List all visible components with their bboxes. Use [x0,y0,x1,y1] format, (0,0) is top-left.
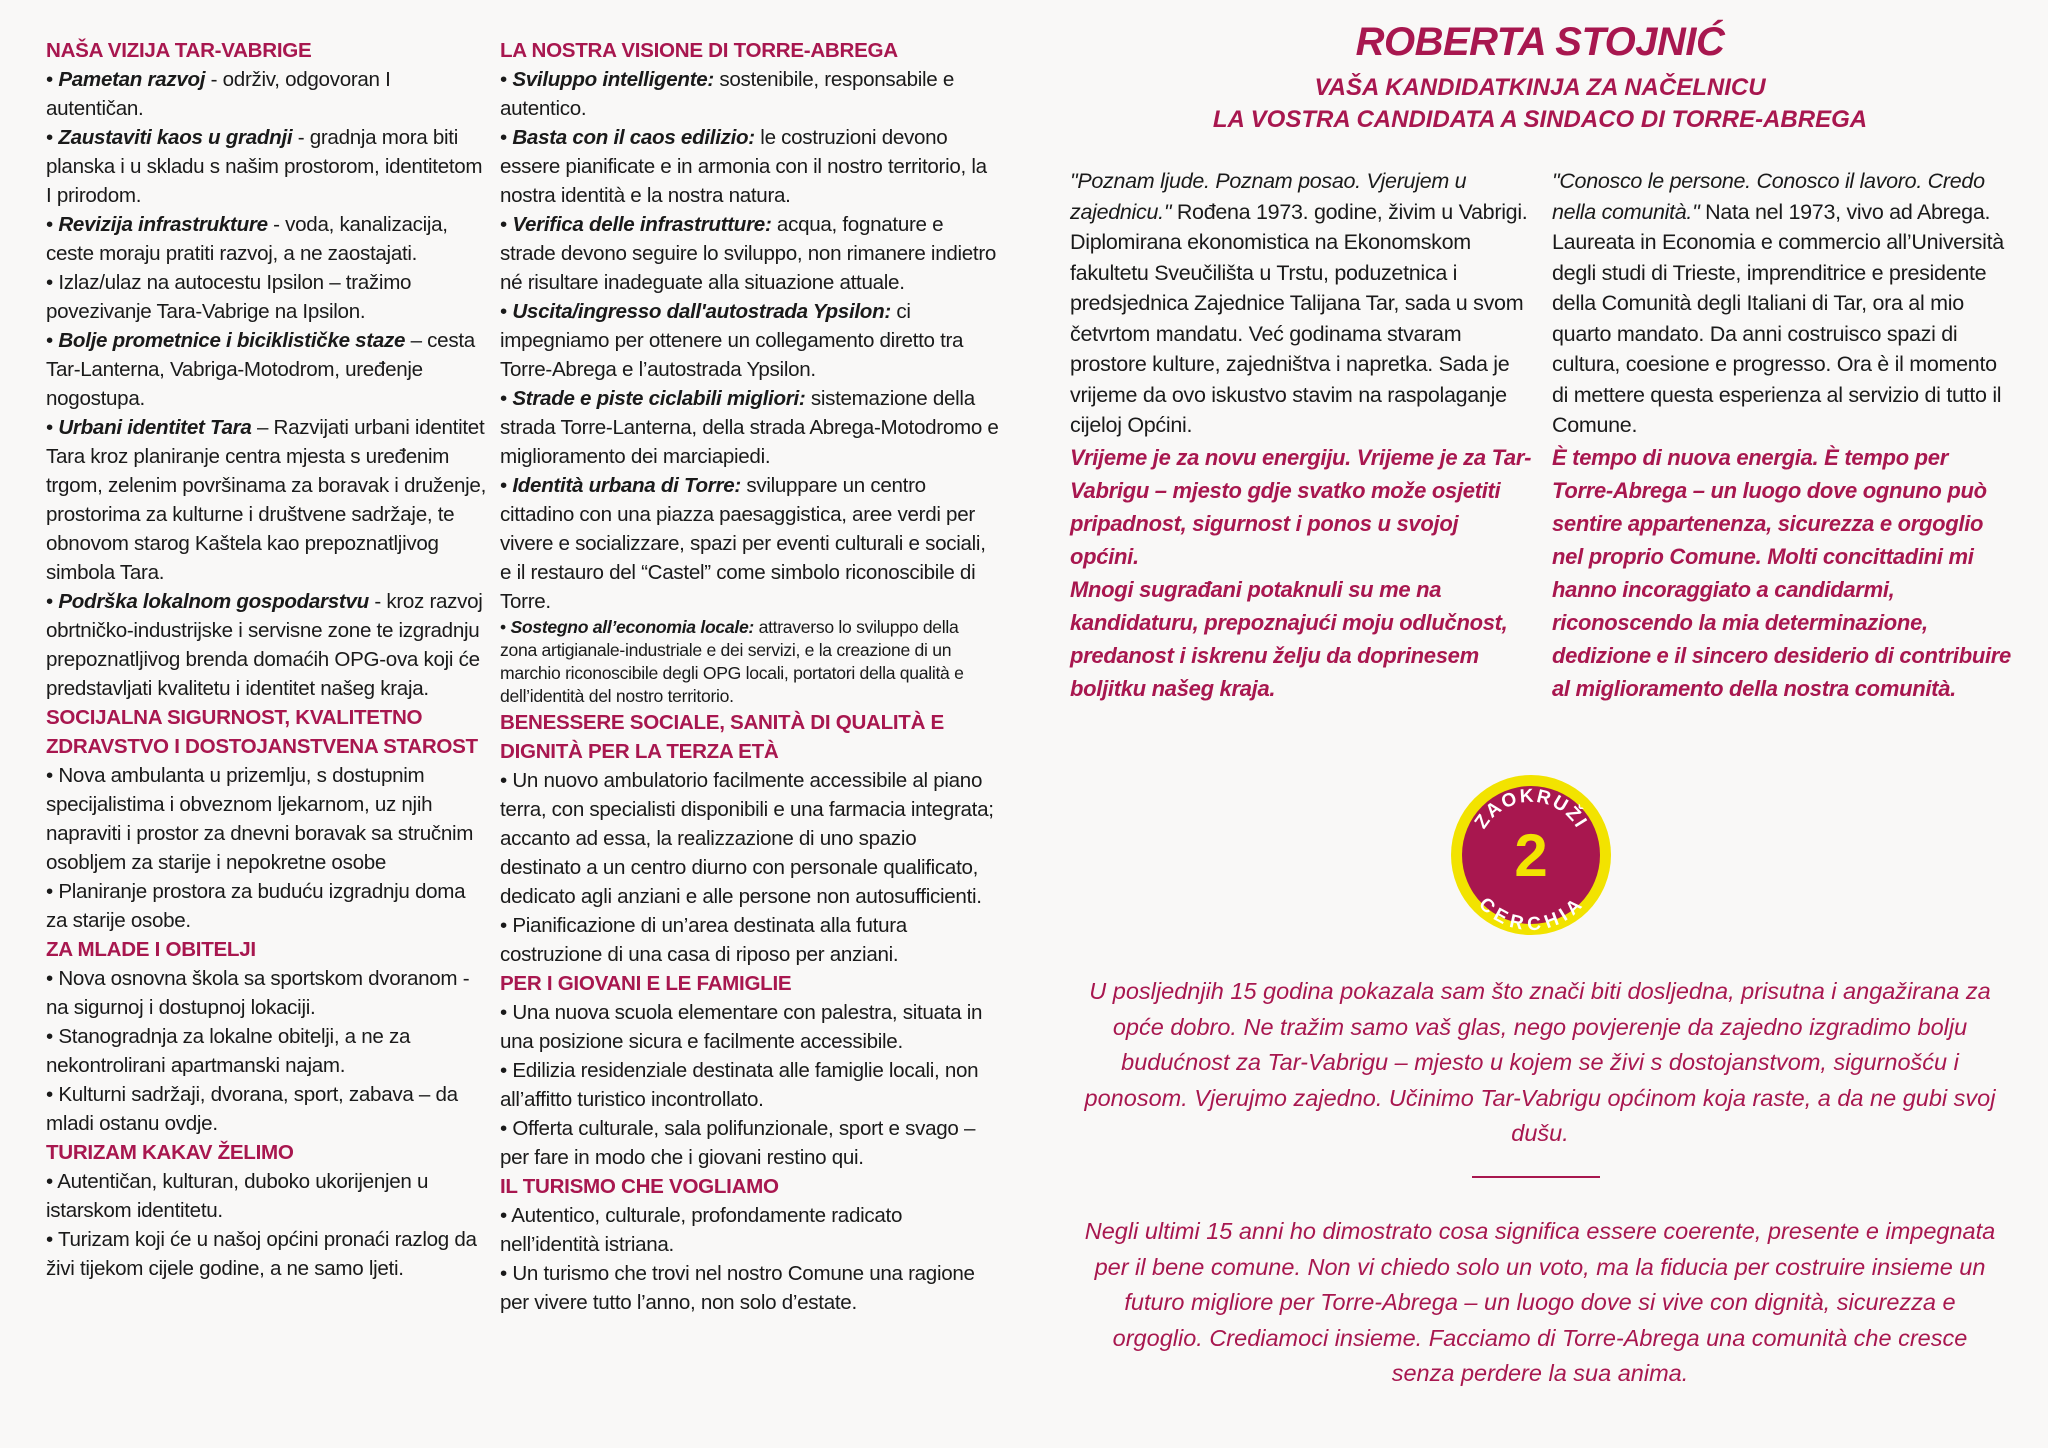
badge-number: 2 [1514,822,1548,889]
candidate-name: ROBERTA STOJNIĆ [1355,20,1725,64]
bullet-item-title: Basta con il caos edilizio: [512,126,755,149]
bullet-item-text: sostenibile, responsabile e autentico. [500,68,955,120]
bullet-item: • Edilizia residenziale destinata alle famiglie locali, non all’affitto turistico incontrollato. [500,1059,979,1111]
section-heading: ZA MLADE I OBITELJI [46,938,256,961]
bio-croatian [1070,166,1532,705]
bullet-item-text: - kroz razvoj obrtničko-industrijske i servisne zone te izgradnju prepoznatljivog brenda domaćih OPG-ova koji će predstavljati kvalitetu i identitet našeg kraja. [46,590,483,700]
bullet-item: • Pianificazione di un’area destinata alla futura costruzione di una casa di riposo per anziani. [500,914,907,966]
bio-emphasis: Mnogi sugrađani potaknuli su me na kandidaturu, prepoznajući moju odlučnost, predanost i iskrenu želju da doprinesem boljitku našeg kraja. [1070,576,1508,701]
bullet-item-title: Pametan razvoj [58,68,206,91]
bullet-item-text: Offerta culturale, sala polifunzionale, sport e svago – per fare in modo che i giovani restino qui. [500,1117,976,1169]
bullet-item: • Planiranje prostora za buduću izgradnju doma za starije osobe. [46,880,466,932]
bullet-item-text: acqua, fognature e strade devono seguire lo sviluppo, non rimanere indietro né risultare inadeguate alla situazione attuale. [500,213,997,294]
bullet-item: • Nova osnovna škola sa sportskom dvoranom - na sigurnoj i dostupnoj lokaciji. [46,967,470,1019]
closing-statement-croatian: U posljednjih 15 godina pokazala sam što znači biti dosljedna, prisutna i angažirana za opće dobro. Ne tražim samo vaš glas, nego povjerenje da zajedno izgradimo bolju budućnost za Tar-Vabrigu – mjesto u kojem se živi s dostojanstvom, sigurnošću i ponosom. Vjerujmo zajedno. Učinimo Tar-Vabrigu općinom koja raste, a da ne gubi svoj dušu. [1084,978,1996,1146]
badge-top-text: ZAOKRUŽI [1470,785,1592,833]
bullet-item: • Autentičan, kulturan, duboko ukorijenjen u istarskom identitetu. [46,1170,429,1222]
bullet-item-title: Uscita/ingresso dall'autostrada Ypsilon: [512,300,891,323]
bullet-item-text: Una nuova scuola elementare con palestra, situata in una posizione sicura e facilmente accessibile. [500,1001,983,1053]
bullet-item: • Pametan razvoj - održiv, odgovoran I autentičan. [46,68,391,120]
bullet-item: • Podrška lokalnom gospodarstvu - kroz razvoj obrtničko-industrijske i servisne zone te izgradnju prepoznatljivog brenda domaćih OPG-ova koji će predstavljati kvalitetu i identitet našeg kraja. [46,590,483,700]
bullet-item: • Identità urbana di Torre: sviluppare un centro cittadino con una piazza paesaggistica, aree verdi per vivere e socializzare, spazi per eventi culturali e sociali, e il restauro del “Castel” come simbolo riconoscibile di Torre. [500,474,986,613]
program-column-italian [500,36,1000,1317]
bullet-item-title: Sviluppo intelligente: [512,68,714,91]
bullet-item-text: Un nuovo ambulatorio facilmente accessibile al piano terra, con specialisti disponibili e una farmacia integrata; accanto ad essa, la realizzazione di uno spazio destinato a un centro diurno con personale qualificato, dedicato agli anziani e alle persone non autosufficienti. [500,769,994,908]
bullet-item-text: Autentico, culturale, profondamente radicato nell’identità istriana. [500,1204,903,1256]
bio-paragraph [1552,166,2014,441]
bio-text: Nata nel 1973, vivo ad Abrega. Laureata in Economia e commercio all’Università degli studi di Trieste, imprenditrice e presidente della Comunità degli Italiani di Tar, ora al mio quarto mandato. Da anni costruisco spazi di cultura, coesione e progresso. Ora è il momento di mettere questa esperienza al servizio di tutto il Comune. [1552,199,2004,437]
bullet-item-text: Nova osnovna škola sa sportskom dvoranom - na sigurnoj i dostupnoj lokaciji. [46,967,470,1019]
bullet-item-title: Sostegno all’economia locale: [510,617,754,637]
bullet-item: • Nova ambulanta u prizemlju, s dostupnim specijalistima i obveznom ljekarnom, uz njih napraviti i prostor za dnevni boravak sa stručnim osobljem za starije i nepokretne osobe [46,764,474,874]
bullet-item: • Zaustaviti kaos u gradnji - gradnja mora biti planska i u skladu s našim prostorom, identitetom I prirodom. [46,126,483,207]
bullet-item-text: sviluppare un centro cittadino con una piazza paesaggistica, aree verdi per vivere e socializzare, spazi per eventi culturali e sociali, e il restauro del “Castel” come simbolo riconoscibile di Torre. [500,474,986,613]
bullet-item-text: Planiranje prostora za buduću izgradnju doma za starije osobe. [46,880,466,932]
bullet-item-title: Identità urbana di Torre: [512,474,741,497]
bullet-item: • Verifica delle infrastrutture: acqua, fognature e strade devono seguire lo sviluppo, non rimanere indietro né risultare inadeguate alla situazione attuale. [500,213,997,294]
bullet-item-title: Podrška lokalnom gospodarstvu [58,590,369,613]
bullet-item: • Bolje prometnice i biciklističke staze – cesta Tar-Lanterna, Vabriga-Motodrom, uređenje nogostupa. [46,329,475,410]
bullet-item: • Urbani identitet Tara – Razvijati urbani identitet Tara kroz planiranje centra mjesta s uređenim trgom, zelenim površinama za boravak i druženje, prostorima za kulturne i društvene sadržaje, te obnovom starog Kaštela kao prepoznatljivog simbola Tara. [46,416,487,584]
bio-emphasis: Vrijeme je za novu energiju. Vrijeme je za Tar-Vabrigu – mjesto gdje svatko može osjetiti pripadnost, sigurnost i ponos u svojoj općini. [1070,444,1532,569]
bio-italian [1552,166,2014,705]
bullet-item-text: attraverso lo sviluppo della zona artigianale-industriale e dei servizi, e la creazione di un marchio riconoscibile degli OPG locali, portatori della qualità e dell’identità del nostro territorio. [500,617,964,706]
bullet-item-text: Turizam koji će u našoj općini pronaći razlog da živi tijekom cijele godine, a ne samo ljeti. [46,1228,477,1280]
badge-bottom-text: CERCHIA [1474,893,1588,936]
bullet-item-text: - gradnja mora biti planska i u skladu s našim prostorom, identitetom I prirodom. [46,126,483,207]
bullet-item: • Un nuovo ambulatorio facilmente accessibile al piano terra, con specialisti disponibili e una farmacia integrata; accanto ad essa, la realizzazione di uno spazio destinato a un centro diurno con personale qualificato, dedicato agli anziani e alle persone non autosufficienti. [500,769,994,908]
section-heading: NAŠA VIZIJA TAR-VABRIGE [46,39,312,62]
bullet-item-text: Izlaz/ulaz na autocestu Ipsilon – tražimo povezivanje Tara-Vabrige na Ipsilon. [46,271,412,323]
bullet-item-text: - voda, kanalizacija, ceste moraju pratiti razvoj, a ne zaostajati. [46,213,448,265]
bullet-item-text: Edilizia residenziale destinata alle famiglie locali, non all’affitto turistico incontrollato. [500,1059,979,1111]
bullet-item: • Stanogradnja za lokalne obitelji, a ne za nekontrolirani apartmanski najam. [46,1025,411,1077]
bullet-item: • Sostegno all’economia locale: attraverso lo sviluppo della zona artigianale-industriale e dei servizi, e la creazione di un marchio riconoscibile degli OPG locali, portatori della qualità e dell’identità del nostro territorio. [500,617,964,706]
bullet-item-text: – cesta Tar-Lanterna, Vabriga-Motodrom, uređenje nogostupa. [46,329,475,410]
bio-quote: "Conosco le persone. Conosco il lavoro. Credo nella comunità." [1552,169,1985,224]
bullet-item-text: Nova ambulanta u prizemlju, s dostupnim specijalistima i obveznom ljekarnom, uz njih napraviti i prostor za dnevni boravak sa stručnim osobljem za starije i nepokretne osobe [46,764,474,874]
bullet-item-text: Stanogradnja za lokalne obitelji, a ne za nekontrolirani apartmanski najam. [46,1025,411,1077]
bullet-item: • Strade e piste ciclabili migliori: sistemazione della strada Torre-Lanterna, della strada Abrega-Motodromo e miglioramento dei marciapiedi. [500,387,999,468]
bio-paragraph [1070,166,1532,441]
subtitle-croatian: VAŠA KANDIDATKINJA ZA NAČELNICU [1314,74,1766,101]
bullet-item-text: Kulturni sadržaji, dvorana, sport, zabava – da mladi ostanu ovdje. [46,1083,458,1135]
bullet-item-title: Strade e piste ciclabili migliori: [512,387,806,410]
bio-text: Rođena 1973. godine, živim u Vabrigi. Diplomirana ekonomistica na Ekonomskom fakultetu Sveučilišta u Trstu, poduzetnica i predsjednica Zajednice Talijana Tar, sada u svom četvrtom mandatu. Već godinama stvaram prostore kulture, zajedništva i napretka. Sada je vrijeme da ovo iskustvo stavim na raspolaganje cijeloj Općini. [1070,199,1528,437]
bullet-item: • Revizija infrastrukture - voda, kanalizacija, ceste moraju pratiti razvoj, a ne zaostajati. [46,213,448,265]
section-heading: SOCIJALNA SIGURNOST, KVALITETNO ZDRAVSTVO I DOSTOJANSTVENA STAROST [46,706,478,758]
bullet-item-title: Zaustaviti kaos u gradnji [58,126,293,149]
program-column-croatian [46,36,486,1283]
bio-emphasis: È tempo di nuova energia. È tempo per Torre-Abrega – un luogo dove ognuno può sentire appartenenza, sicurezza e orgoglio nel proprio Comune. Molti concittadini mi hanno incoraggiato a candidarmi, riconoscendo la mia determinazione, dedizione e il sincero desiderio di contribuire al miglioramento della nostra comunità. [1552,444,2011,701]
bullet-item-text: Un turismo che trovi nel nostro Comune una ragione per vivere tutto l’anno, non solo d’estate. [500,1262,975,1314]
bullet-item: • Autentico, culturale, profondamente radicato nell’identità istriana. [500,1204,903,1256]
bullet-item: • Izlaz/ulaz na autocestu Ipsilon – tražimo povezivanje Tara-Vabrige na Ipsilon. [46,271,412,323]
section-heading: BENESSERE SOCIALE, SANITÀ DI QUALITÀ E DIGNITÀ PER LA TERZA ETÀ [500,711,944,763]
bullet-item-title: Urbani identitet Tara [58,416,252,439]
bullet-item: • Turizam koji će u našoj općini pronaći razlog da živi tijekom cijele godine, a ne samo ljeti. [46,1228,477,1280]
section-heading: IL TURISMO CHE VOGLIAMO [500,1175,779,1198]
subtitle-italian: LA VOSTRA CANDIDATA A SINDACO DI TORRE-ABREGA [1212,106,1868,133]
closing-statement-italian: Negli ultimi 15 anni ho dimostrato cosa significa essere coerente, presente e impegnata per il bene comune. Non vi chiedo solo un voto, ma la fiducia per costruire insieme un futuro migliore per Torre-Abrega – un luogo dove si vive con dignità, sicurezza e orgoglio. Crediamoci insieme. Facciamo di Torre-Abrega una comunità che cresce senza perdere la sua anima. [1084,1218,1996,1386]
bullet-item-text: le costruzioni devono essere pianificate e in armonia con il nostro territorio, la nostra identità e la nostra natura. [500,126,987,207]
bullet-item: • Un turismo che trovi nel nostro Comune una ragione per vivere tutto l’anno, non solo d’estate. [500,1262,975,1314]
bio-quote: "Poznam ljude. Poznam posao. Vjerujem u zajednicu." [1070,169,1467,224]
bullet-item-title: Bolje prometnice i biciklističke staze [58,329,406,352]
bullet-item-text: sistemazione della strada Torre-Lanterna, della strada Abrega-Motodromo e miglioramento dei marciapiedi. [500,387,999,468]
bullet-item: • Sviluppo intelligente: sostenibile, responsabile e autentico. [500,68,955,120]
bullet-item-text: – Razvijati urbani identitet Tara kroz planiranje centra mjesta s uređenim trgom, zelenim površinama za boravak i druženje, prostorima za kulturne i društvene sadržaje, te obnovom starog Kaštela kao prepoznatljivog simbola Tara. [46,416,487,584]
section-heading: PER I GIOVANI E LE FAMIGLIE [500,972,792,995]
section-heading: LA NOSTRA VISIONE DI TORRE-ABREGA [500,39,898,62]
bullet-item-text: ci impegniamo per ottenere un collegamento diretto tra Torre-Abrega e l’autostrada Ypsilon. [500,300,964,381]
bullet-item: • Kulturni sadržaji, dvorana, sport, zabava – da mladi ostanu ovdje. [46,1083,458,1135]
bullet-item: • Offerta culturale, sala polifunzionale, sport e svago – per fare in modo che i giovani restino qui. [500,1117,976,1169]
divider-line [1472,1176,1600,1178]
bullet-item-title: Verifica delle infrastrutture: [512,213,772,236]
section-heading: TURIZAM KAKAV ŽELIMO [46,1141,294,1164]
bullet-item-text: Pianificazione di un’area destinata alla futura costruzione di una casa di riposo per anziani. [500,914,907,966]
bullet-item: • Basta con il caos edilizio: le costruzioni devono essere pianificate e in armonia con il nostro territorio, la nostra identità e la nostra natura. [500,126,987,207]
ballot-circle-badge [1448,772,1614,938]
bullet-item-title: Revizija infrastrukture [58,213,268,236]
bullet-item-text: Autentičan, kulturan, duboko ukorijenjen u istarskom identitetu. [46,1170,429,1222]
bullet-item: • Uscita/ingresso dall'autostrada Ypsilon: ci impegniamo per ottenere un collegamento diretto tra Torre-Abrega e l’autostrada Ypsilon. [500,300,964,381]
bullet-item: • Una nuova scuola elementare con palestra, situata in una posizione sicura e facilmente accessibile. [500,1001,983,1053]
bullet-item-text: - održiv, odgovoran I autentičan. [46,68,391,120]
